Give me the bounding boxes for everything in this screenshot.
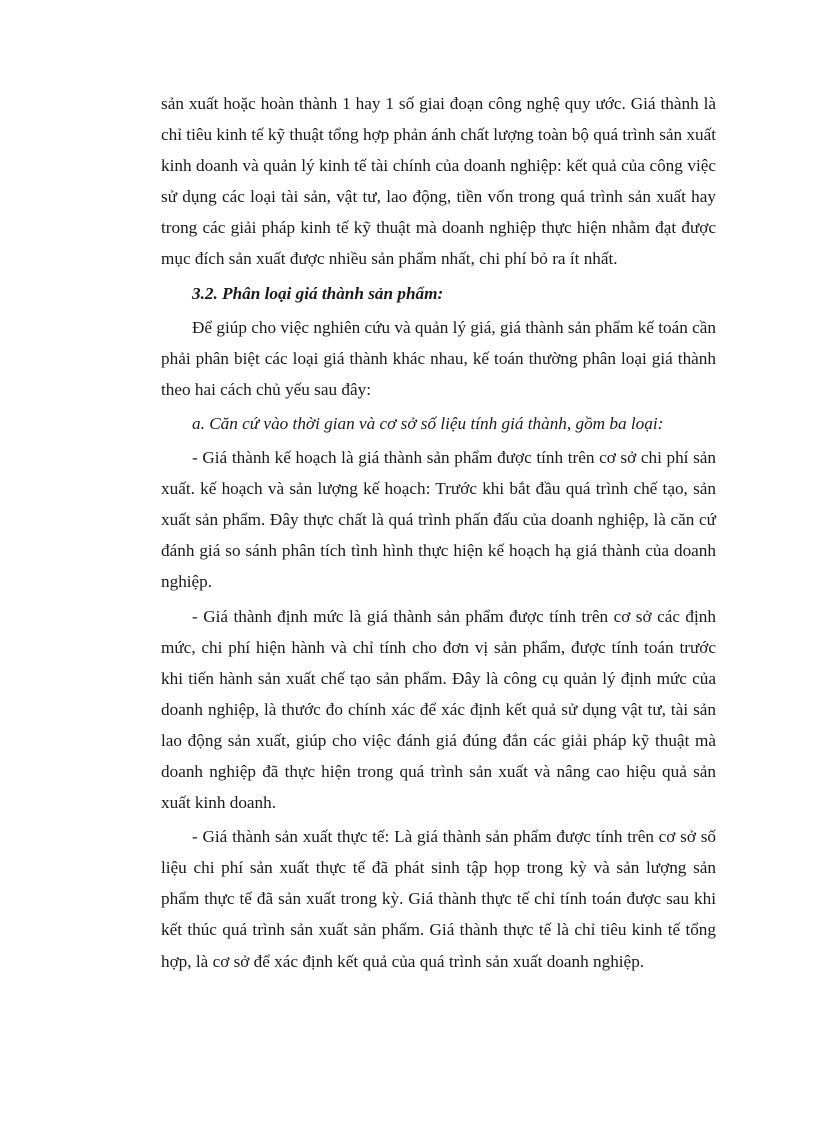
subsection-heading: a. Căn cứ vào thời gian và cơ sở số liệu tính giá thành, gồm ba loại: [192, 413, 664, 433]
paragraph-classification-intro: Để giúp cho việc nghiên cứu và quản lý giá, giá thành sản phẩm kế toán cần phải phân biệt các loại giá thành khác nhau, kế toán thường phân loại giá thành theo hai cách chủ yếu sau đây: [161, 317, 716, 399]
section-heading: 3.2. Phân loại giá thành sản phẩm: [192, 283, 444, 303]
page-body [161, 88, 716, 977]
paragraph-actual-cost: - Giá thành sản xuất thực tế: Là giá thành sản phẩm được tính trên cơ sở số liệu chi phí sản xuất thực tế đã phát sinh tập họp trong kỳ và sản lượng sản phẩm thực tế đã sản xuất trong kỳ. Giá thành thực tế chỉ tính toán được sau khi kết thúc quá trình sản xuất sản phẩm. Giá thành thực tế là chỉ tiêu kinh tế tổng hợp, là cơ sở để xác định kết quả của quá trình sản xuất doanh nghiệp. [161, 827, 716, 971]
paragraph-planned-cost: - Giá thành kế hoạch là giá thành sản phẩm được tính trên cơ sở chi phí sản xuất. kế hoạch và sản lượng kế hoạch: Trước khi bắt đầu quá trình chế tạo, sản xuất sản phẩm. Đây thực chất là quá trình phấn đấu của doanh nghiệp, là căn cứ đánh giá so sánh phân tích tình hình thực hiện kế hoạch hạ giá thành của doanh nghiệp. [161, 448, 716, 592]
paragraph-intro: sản xuất hoặc hoàn thành 1 hay 1 số giai đoạn công nghệ quy ước. Giá thành là chỉ tiêu kinh tế kỹ thuật tổng hợp phản ánh chất lượng toàn bộ quá trình sản xuất kinh doanh và quản lý kinh tế tài chính của doanh nghiệp: kết quả của công việc sử dụng các loại tài sản, vật tư, lao động, tiền vốn trong quá trình sản xuất hay trong các giải pháp kinh tế kỹ thuật mà doanh nghiệp thực hiện nhằm đạt được mục đích sản xuất được nhiều sản phẩm nhất, chi phí bỏ ra ít nhất. [161, 94, 716, 269]
paragraph-standard-cost: - Giá thành định mức là giá thành sản phẩm được tính trên cơ sở các định mức, chi phí hiện hành và chỉ tính cho đơn vị sản phẩm, được tính toán trước khi tiến hành sản xuất chế tạo sản phẩm. Đây là công cụ quản lý định mức của doanh nghiệp, là thước đo chính xác để xác định kết quả sử dụng vật tư, tài sản lao động sản xuất, giúp cho việc đánh giá đúng đắn các giải pháp kỹ thuật mà doanh nghiệp đã thực hiện trong quá trình sản xuất và nâng cao hiệu quả sản xuất kinh doanh. [161, 606, 716, 813]
